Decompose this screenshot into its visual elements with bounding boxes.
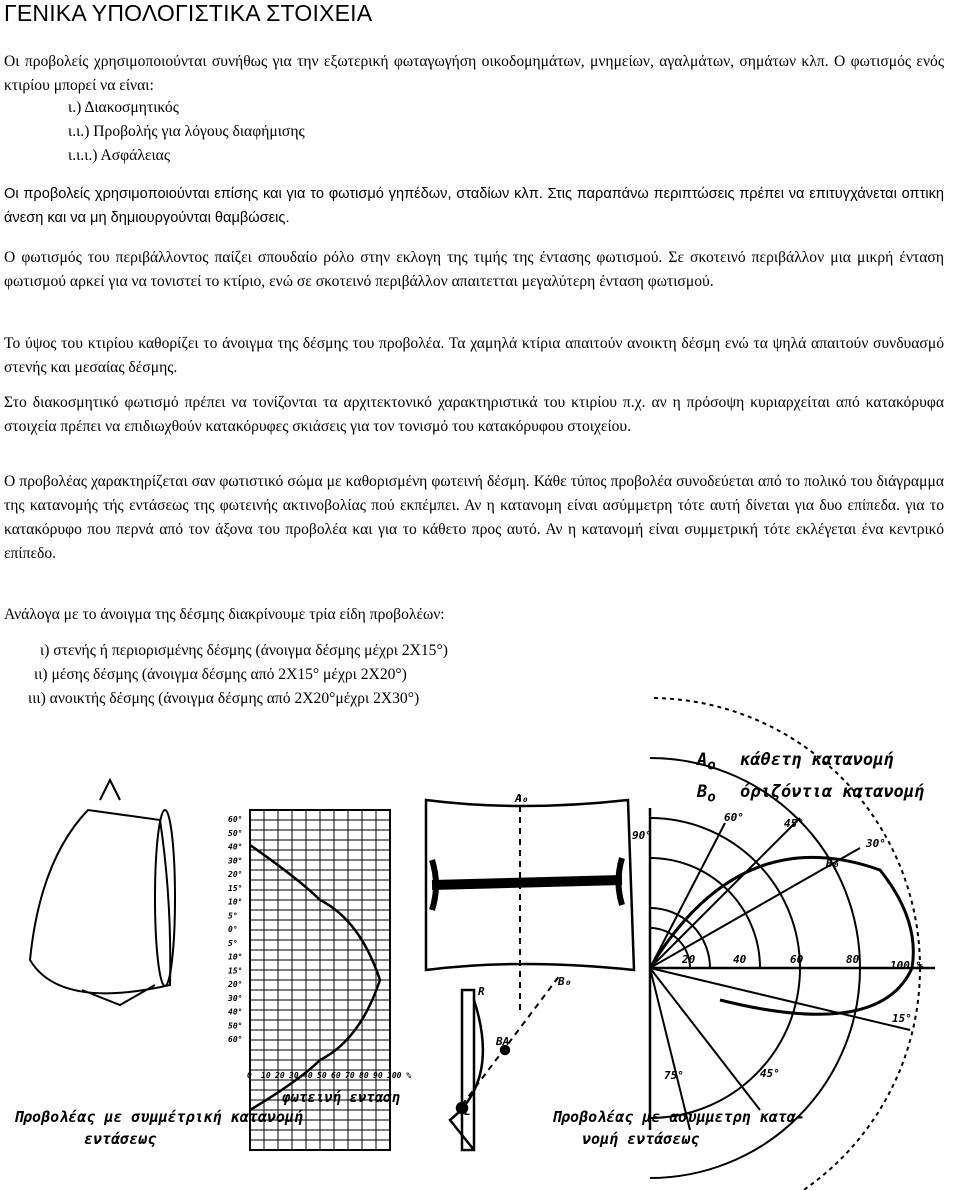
side-view bbox=[450, 975, 560, 1150]
grid-y-tick-label: 60° bbox=[228, 1035, 243, 1044]
grid-x-tick-label: 40 bbox=[303, 1071, 313, 1080]
grid-y-tick-label: 10° bbox=[228, 952, 243, 962]
paragraph-beam-types: Ανάλογα με το άνοιγμα της δέσμης διακρίνουμε τρία είδη προβολέων: bbox=[4, 606, 445, 623]
beam-type-medium: ιι) μέσης δέσμης (άνοιγμα δέσμης από 2Χ15° μέχρι 2Χ20°) bbox=[34, 666, 407, 683]
polar-angle-15: 15° bbox=[892, 1012, 912, 1025]
polar-angle-30: 30° bbox=[866, 837, 886, 850]
caption-right-1: Προβολέας με ασύμμετρη κατα- bbox=[552, 1108, 805, 1126]
caption-right-2: νομή εντάσεως bbox=[582, 1130, 700, 1148]
grid-y-tick-label: 60° bbox=[228, 815, 243, 824]
paragraph-glare: Οι προβολείς χρησιμοποιούνται επίσης και για το φωτισμό γηπέδων, σταδίων κλπ. Στις παραπάνω περιπτώσεις πρέπει να επιτυγχάνεται οπτικη άνεση και να μη δημιουργούνται θαμβώσεις. bbox=[4, 186, 944, 226]
grid-y-tick-label: 50° bbox=[228, 1021, 243, 1031]
beam-type-wide: ιιι) ανοικτής δέσμης (άνοιγμα δέσμης από 2Χ20°μέχρι 2Χ30°) bbox=[28, 690, 420, 707]
beam-label-ba: BA bbox=[496, 1035, 510, 1048]
paragraph-floodlight: Ο προβολέας χαρακτηρίζεται σαν φωτιστικό σώμα με καθορισμένη φωτεινή δέσμη. Κάθε τύπος προβολέα συνοδεύεται από το πολικό του διάγραμμα της κατανομής τής εντάσεως της φωτεινής ακτινοβολίας πού εκπέμπει. Αν η κατανομη είναι ασύμμετρη τότε αυτή δίνεται για δυο επίπεδα. για το κατακόρυφο που περνά από τον άξονα του προβολέα και για το κάθετο προς αυτό. Αν η κατανομή είναι συμμετρική τότε εκλέγεται ένα κεντρικό επίπεδο. bbox=[4, 473, 944, 562]
grid-y-tick-label: 50° bbox=[228, 828, 243, 838]
paragraph-environment: Ο φωτισμός του περιβάλλοντος παίζει σπουδαίο ρόλο στην εκλογη της τιμής της έντασης φωτισμού. Σε σκοτεινό περιβάλλον μια μικρή ένταση φωτισμού αρκεί για να τονιστεί το κτίριο, ενώ σε σκοτεινό περιβάλλον απαιτετται μεγαλύτερη ένταση φωτισμού. bbox=[4, 249, 944, 290]
grid-x-tick-label: 30 bbox=[289, 1071, 299, 1080]
grid-y-tick-label: 40° bbox=[228, 1007, 243, 1017]
polar-label-20: 20 bbox=[682, 953, 696, 966]
caption-left-2: εντάσεως bbox=[84, 1130, 157, 1148]
polar-angle-60: 60° bbox=[724, 811, 744, 824]
grid-x-tick-label: 80 bbox=[359, 1071, 369, 1080]
polar-label-b0: B₀ bbox=[826, 857, 840, 870]
grid-y-tick-label: 20° bbox=[228, 870, 243, 879]
polar-label-40: 40 bbox=[733, 953, 747, 966]
grid-y-tick-label: 0° bbox=[228, 925, 238, 934]
grid-y-tick-label: 40° bbox=[228, 842, 243, 852]
legend-vertical: $A_o$ κάθετη κατανομή bbox=[697, 750, 894, 774]
grid-x-tick-label: 70 bbox=[345, 1071, 355, 1080]
grid-x-tick-label: 100 % bbox=[387, 1071, 412, 1080]
grid-x-tick-label: 50 bbox=[317, 1071, 327, 1080]
grid-y-tick-label: 30° bbox=[228, 856, 243, 866]
grid-y-tick-label: 15° bbox=[228, 883, 243, 893]
beam-label-a0: A₀ bbox=[515, 792, 529, 805]
grid-x-tick-label: 0 bbox=[247, 1071, 252, 1080]
polar-label-100: 100 % bbox=[890, 959, 924, 972]
legend-horizontal: $B_o$ όριζόντια κατανομή bbox=[697, 782, 925, 806]
beam-box bbox=[426, 792, 634, 1010]
beam-type-narrow: ι) στενής ή περιορισμένης δέσμης (άνοιγμα δέσμης μέχρι 2Χ15°) bbox=[40, 642, 448, 659]
lamp-illustration bbox=[30, 780, 175, 1005]
intro-item-1: ι.) Διακοσμητικός bbox=[68, 99, 179, 116]
grid-y-tick-label: 10° bbox=[228, 897, 243, 907]
grid-y-tick-label: 5° bbox=[228, 938, 238, 948]
paragraph-decorative: Στο διακοσμητικό φωτισμό πρέπει να τονίζονται τα αρχιτεκτονικό χαρακτηριστικά του κτιρίου π.χ. αν η πρόσοψη κυριαρχείται από κατακόρυφα στοιχεία πρέπει να επιδιωχθούν κατακόρυφες σκιάσεις για τον τονισμό του κατακόρυφου στοιχείου. bbox=[4, 394, 944, 435]
intro-item-3: ι.ι.ι.) Ασφάλειας bbox=[68, 147, 170, 164]
polar-angle-75: 75° bbox=[664, 1069, 684, 1082]
caption-left-1: Προβολέας με συμμέτρική κατανομή bbox=[14, 1108, 303, 1126]
grid-x-tick-label: 20 bbox=[275, 1071, 285, 1080]
grid-y-tick-label: 20° bbox=[228, 980, 243, 989]
grid-y-tick-label: 5° bbox=[228, 911, 238, 921]
intro-paragraph: Οι προβολείς χρησιμοποιούνται συνήθως για την εξωτερική φωταγωγήση οικοδομημάτων, μνημείων, αγαλμάτων, σημάτων κλπ. Ο φωτισμός ενός κτιρίου μπορεί να είναι: bbox=[4, 53, 944, 94]
polar-label-80: 80 bbox=[846, 953, 860, 966]
left-axis-label: φωτεινή ενταση bbox=[282, 1090, 401, 1106]
polar-angle-90: 90° bbox=[632, 829, 652, 842]
grid-x-tick-label: 60 bbox=[331, 1071, 341, 1080]
grid-y-tick-label: 30° bbox=[228, 993, 243, 1003]
beam-label-r: R bbox=[478, 985, 485, 998]
polar-angle-45-lower: 45° bbox=[760, 1067, 780, 1080]
grid-x-tick-label: 90 bbox=[373, 1071, 383, 1080]
page-title: ΓΕΝΙΚΑ ΥΠΟΛΟΓΙΣΤΙΚΑ ΣΤΟΙΧΕΙΑ bbox=[4, 0, 373, 26]
grid-y-tick-label: 15° bbox=[228, 966, 243, 976]
polar-angle-45: 45° bbox=[784, 817, 804, 830]
polar-label-60: 60 bbox=[790, 953, 804, 966]
beam-label-l: L bbox=[464, 1105, 471, 1118]
beam-label-b0: B₀ bbox=[558, 975, 572, 988]
grid-x-tick-label: 10 bbox=[261, 1071, 271, 1080]
intro-item-2: ι.ι.) Προβολής για λόγους διαφήμισης bbox=[68, 123, 305, 140]
paragraph-height: Το ύψος του κτιρίου καθορίζει το άνοιγμα της δέσμης του προβολέα. Τα χαμηλά κτίρια απαιτούν ανοικτη δέσμη ενώ τα ψηλά απαιτούν συνδυασμό στενής και μεσαίας δέσμης. bbox=[4, 335, 944, 376]
